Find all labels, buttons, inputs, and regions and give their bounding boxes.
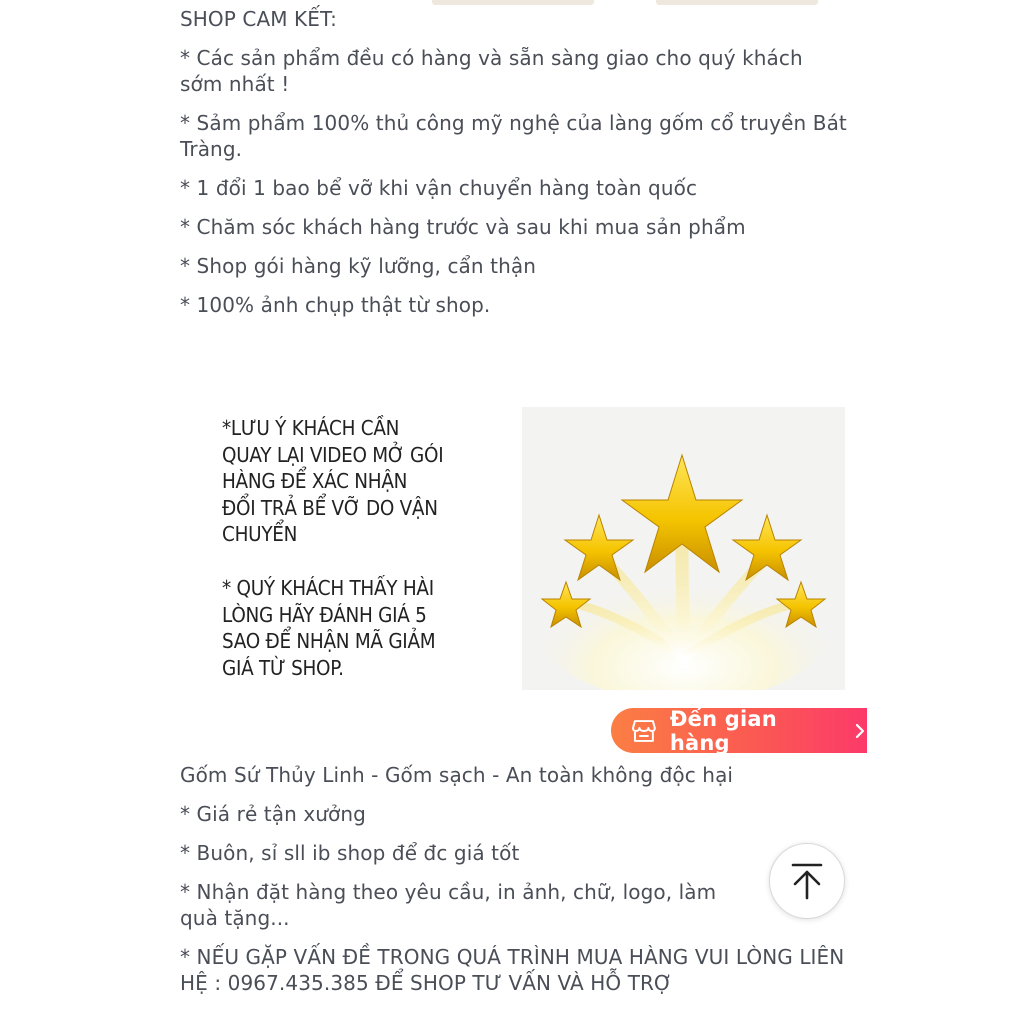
commitment-item: * Các sản phẩm đều có hàng và sẵn sàng giao cho quý khách sớm nhất ! xyxy=(180,46,803,96)
arrow-up-to-top-icon xyxy=(790,862,824,900)
shop-info-item: * NẾU GẶP VẤN ĐỀ TRONG QUÁ TRÌNH MUA HÀNG VUI LÒNG LIÊN HỆ : 0967.435.385 ĐỂ SHOP TƯ VẤN VÀ HỖ TRỢ xyxy=(180,945,845,995)
rating-request-note: * QUÝ KHÁCH THẤY HÀI LÒNG HÃY ĐÁNH GIÁ 5 SAO ĐỂ NHẬN MÃ GIẢM GIÁ TỪ SHOP. xyxy=(222,576,436,680)
promo-image xyxy=(180,330,845,698)
commitment-item: * Shop gói hàng kỹ lưỡng, cẩn thận xyxy=(180,254,536,278)
return-policy-note: *LƯU Ý KHÁCH CẦN QUAY LẠI VIDEO MỞ GÓI HÀNG ĐỂ XÁC NHẬN ĐỔI TRẢ BỂ VỠ DO VẬN CHUYỂN xyxy=(222,416,444,546)
commitment-item: * Chăm sóc khách hàng trước và sau khi mua sản phẩm xyxy=(180,215,746,239)
store-icon xyxy=(631,718,657,744)
shop-info-title: Gốm Sứ Thủy Linh - Gốm sạch - An toàn không độc hại xyxy=(180,763,734,787)
commitment-item: * 100% ảnh chụp thật từ shop. xyxy=(180,293,491,317)
scroll-to-top-button[interactable] xyxy=(769,843,845,919)
commitments-heading: SHOP CAM KẾT: xyxy=(180,7,337,31)
shop-info-item: * Nhận đặt hàng theo yêu cầu, in ảnh, chữ, logo, làm quà tặng... xyxy=(180,880,717,930)
chevron-right-icon xyxy=(853,722,867,740)
go-to-shop-label: Đến gian hàng xyxy=(669,706,777,755)
shop-info-section xyxy=(180,762,850,996)
commitment-item: * Sảm phẩm 100% thủ công mỹ nghệ của làng gốm cổ truyền Bát Tràng. xyxy=(180,111,847,161)
product-image-thumbnail xyxy=(432,0,594,5)
go-to-shop-button[interactable] xyxy=(611,708,867,753)
shop-info-item: * Buôn, sỉ sll ib shop để đc giá tốt xyxy=(180,841,520,865)
commitment-item: * 1 đổi 1 bao bể vỡ khi vận chuyển hàng toàn quốc xyxy=(180,176,698,200)
shop-info-item: * Giá rẻ tận xưởng xyxy=(180,802,366,826)
product-image-thumbnail xyxy=(656,0,818,5)
commitments-section xyxy=(180,6,850,318)
five-stars-graphic xyxy=(522,407,845,690)
